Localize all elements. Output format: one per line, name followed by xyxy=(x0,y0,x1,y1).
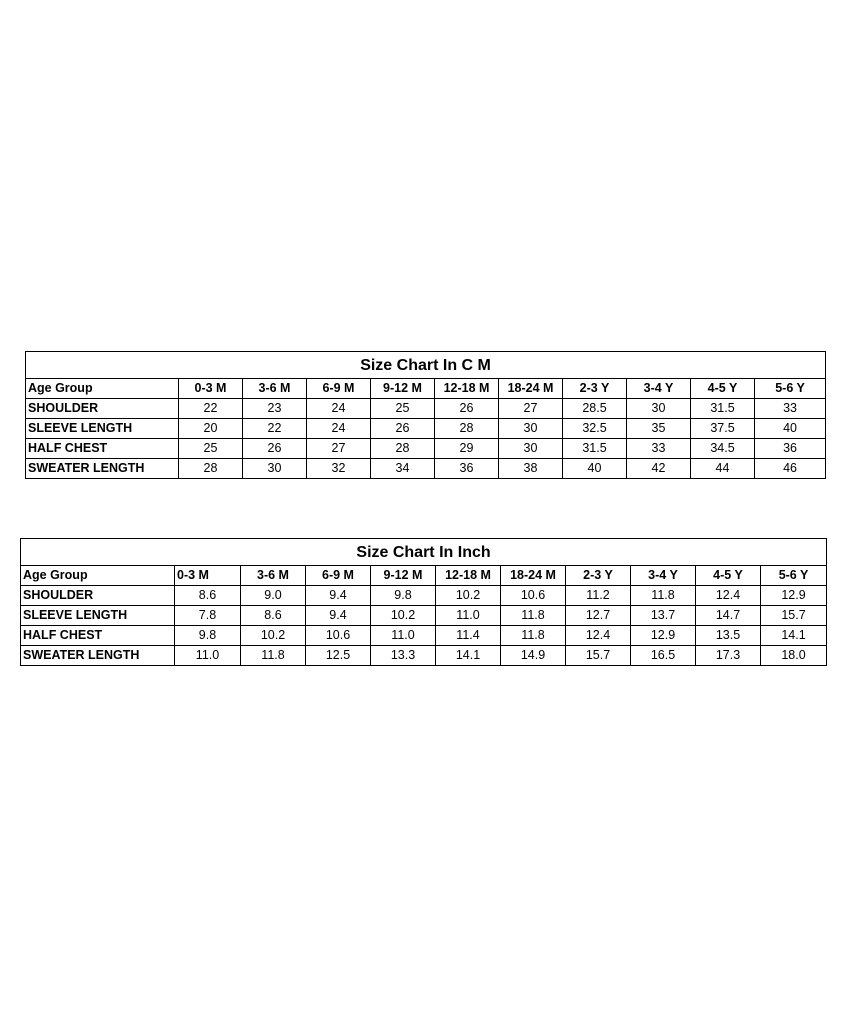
table-cell: 25 xyxy=(179,439,243,459)
table-cell: 29 xyxy=(435,439,499,459)
table-cell: 31.5 xyxy=(691,399,755,419)
table-cell: 11.2 xyxy=(566,586,631,606)
table-cell: 28.5 xyxy=(563,399,627,419)
header-row xyxy=(26,379,826,399)
table-cell: 9.0 xyxy=(241,586,306,606)
table-cell: 30 xyxy=(499,439,563,459)
table-cell: 27 xyxy=(499,399,563,419)
table-cell: 15.7 xyxy=(761,606,827,626)
size-header: 0-3 M xyxy=(175,566,241,586)
table-cell: 28 xyxy=(435,419,499,439)
table-cell: 22 xyxy=(243,419,307,439)
table-cell: 9.4 xyxy=(306,606,371,626)
table-cell: 37.5 xyxy=(691,419,755,439)
header-label: Age Group xyxy=(26,379,179,399)
size-header: 0-3 M xyxy=(179,379,243,399)
size-header: 3-6 M xyxy=(243,379,307,399)
size-header: 2-3 Y xyxy=(563,379,627,399)
table-cell: 11.8 xyxy=(501,606,566,626)
table-cell: 36 xyxy=(435,459,499,479)
size-chart-inch-title: Size Chart In Inch xyxy=(21,539,827,566)
table-cell: 36 xyxy=(755,439,826,459)
table-row xyxy=(26,419,826,439)
size-chart-cm-title: Size Chart In C M xyxy=(26,352,826,379)
table-cell: 31.5 xyxy=(563,439,627,459)
table-cell: 38 xyxy=(499,459,563,479)
table-cell: 25 xyxy=(371,399,435,419)
size-header: 6-9 M xyxy=(307,379,371,399)
size-header: 18-24 M xyxy=(499,379,563,399)
table-cell: 13.7 xyxy=(631,606,696,626)
row-label: SLEEVE LENGTH xyxy=(26,419,179,439)
table-cell: 34 xyxy=(371,459,435,479)
table-cell: 12.4 xyxy=(566,626,631,646)
table-cell: 13.5 xyxy=(696,626,761,646)
table-cell: 15.7 xyxy=(566,646,631,666)
table-cell: 40 xyxy=(563,459,627,479)
header-label: Age Group xyxy=(21,566,175,586)
size-header: 5-6 Y xyxy=(761,566,827,586)
table-cell: 11.0 xyxy=(371,626,436,646)
table-cell: 11.8 xyxy=(631,586,696,606)
size-header: 2-3 Y xyxy=(566,566,631,586)
row-label: HALF CHEST xyxy=(21,626,175,646)
row-label: SWEATER LENGTH xyxy=(21,646,175,666)
table-cell: 17.3 xyxy=(696,646,761,666)
table-cell: 26 xyxy=(371,419,435,439)
table-cell: 27 xyxy=(307,439,371,459)
table-cell: 23 xyxy=(243,399,307,419)
row-label: SLEEVE LENGTH xyxy=(21,606,175,626)
table-cell: 14.1 xyxy=(761,626,827,646)
table-cell: 14.7 xyxy=(696,606,761,626)
table-cell: 35 xyxy=(627,419,691,439)
table-cell: 11.0 xyxy=(175,646,241,666)
size-header: 3-4 Y xyxy=(631,566,696,586)
table-cell: 32 xyxy=(307,459,371,479)
table-cell: 22 xyxy=(179,399,243,419)
table-cell: 24 xyxy=(307,419,371,439)
table-cell: 32.5 xyxy=(563,419,627,439)
table-cell: 8.6 xyxy=(241,606,306,626)
table-cell: 42 xyxy=(627,459,691,479)
table-cell: 28 xyxy=(179,459,243,479)
table-cell: 13.3 xyxy=(371,646,436,666)
table-cell: 24 xyxy=(307,399,371,419)
table-cell: 30 xyxy=(499,419,563,439)
table-cell: 11.0 xyxy=(436,606,501,626)
table-row xyxy=(21,646,827,666)
table-row xyxy=(21,606,827,626)
table-row xyxy=(21,586,827,606)
row-label: HALF CHEST xyxy=(26,439,179,459)
table-cell: 9.8 xyxy=(175,626,241,646)
table-cell: 26 xyxy=(435,399,499,419)
table-cell: 9.8 xyxy=(371,586,436,606)
table-cell: 12.4 xyxy=(696,586,761,606)
size-header: 5-6 Y xyxy=(755,379,826,399)
table-cell: 30 xyxy=(627,399,691,419)
table-row xyxy=(26,459,826,479)
table-row xyxy=(26,439,826,459)
table-cell: 12.5 xyxy=(306,646,371,666)
table-cell: 26 xyxy=(243,439,307,459)
row-label: SHOULDER xyxy=(26,399,179,419)
table-row xyxy=(21,626,827,646)
table-cell: 46 xyxy=(755,459,826,479)
size-header: 4-5 Y xyxy=(696,566,761,586)
table-cell: 12.9 xyxy=(631,626,696,646)
table-cell: 40 xyxy=(755,419,826,439)
table-cell: 10.6 xyxy=(306,626,371,646)
size-header: 9-12 M xyxy=(371,379,435,399)
table-cell: 18.0 xyxy=(761,646,827,666)
size-header: 12-18 M xyxy=(436,566,501,586)
table-cell: 8.6 xyxy=(175,586,241,606)
table-cell: 28 xyxy=(371,439,435,459)
table-cell: 20 xyxy=(179,419,243,439)
header-row xyxy=(21,566,827,586)
table-cell: 12.9 xyxy=(761,586,827,606)
table-cell: 10.2 xyxy=(371,606,436,626)
table-cell: 14.9 xyxy=(501,646,566,666)
size-header: 3-6 M xyxy=(241,566,306,586)
table-cell: 10.2 xyxy=(436,586,501,606)
table-cell: 34.5 xyxy=(691,439,755,459)
size-chart-cm xyxy=(25,351,826,479)
table-cell: 44 xyxy=(691,459,755,479)
table-cell: 10.6 xyxy=(501,586,566,606)
table-cell: 33 xyxy=(755,399,826,419)
size-header: 3-4 Y xyxy=(627,379,691,399)
table-cell: 30 xyxy=(243,459,307,479)
table-cell: 12.7 xyxy=(566,606,631,626)
size-header: 9-12 M xyxy=(371,566,436,586)
table-cell: 16.5 xyxy=(631,646,696,666)
table-cell: 10.2 xyxy=(241,626,306,646)
row-label: SHOULDER xyxy=(21,586,175,606)
size-header: 6-9 M xyxy=(306,566,371,586)
table-cell: 7.8 xyxy=(175,606,241,626)
table-cell: 11.4 xyxy=(436,626,501,646)
table-cell: 14.1 xyxy=(436,646,501,666)
size-chart-inch xyxy=(20,538,827,666)
table-row xyxy=(26,399,826,419)
size-header: 18-24 M xyxy=(501,566,566,586)
table-cell: 11.8 xyxy=(241,646,306,666)
size-header: 12-18 M xyxy=(435,379,499,399)
table-cell: 9.4 xyxy=(306,586,371,606)
size-header: 4-5 Y xyxy=(691,379,755,399)
row-label: SWEATER LENGTH xyxy=(26,459,179,479)
table-cell: 33 xyxy=(627,439,691,459)
table-cell: 11.8 xyxy=(501,626,566,646)
